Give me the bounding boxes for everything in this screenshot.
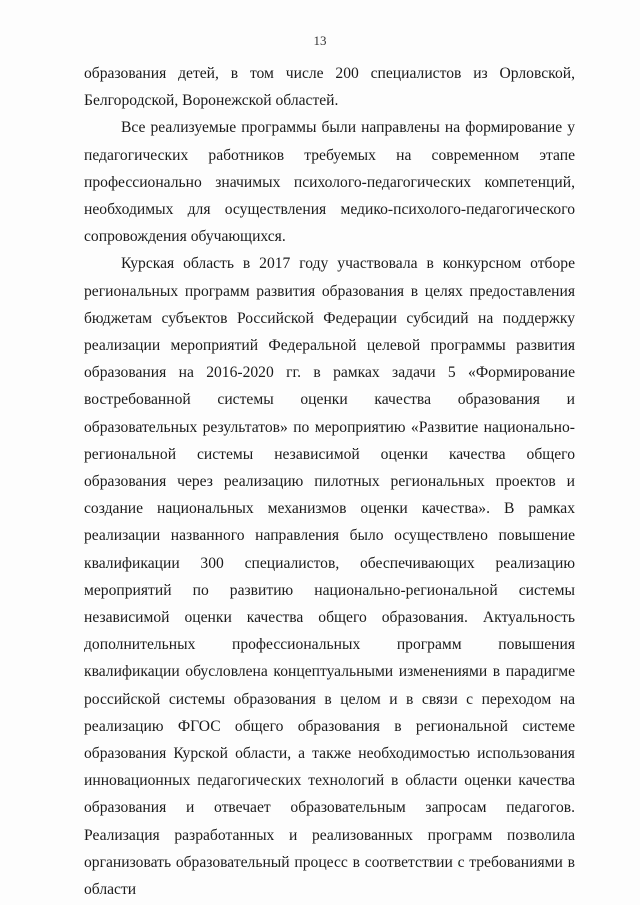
- paragraph-continuation: образования детей, в том числе 200 специалистов из Орловской, Белгородской, Воронежской областей.: [84, 65, 575, 110]
- page-number: 13: [313, 33, 327, 48]
- paragraph-programs-goal: Все реализуемые программы были направлены на формирование у педагогических работников требуемых на современном этапе профессионально значимых психолого-педагогических компетенций, необходимых для осуществления медико-психолого-педагогического сопровождения обучающихся.: [84, 119, 575, 246]
- document-body: [84, 60, 575, 903]
- paragraph-kursk-region: Курская область в 2017 году участвовала в конкурсном отборе региональных программ развития образования в целях предоставления бюджетам субъектов Российской Федерации субсидий на поддержку реализации мероприятий Федеральной целевой программы развития образования на 2016-2020 гг. в рамках задачи 5 «Формирование востребованной системы оценки качества образования и образовательных результатов» по мероприятию «Развитие национально-региональной системы независимой оценки качества общего образования через реализацию пилотных региональных проектов и создание национальных механизмов оценки качества». В рамках реализации названного направления было осуществлено повышение квалификации 300 специалистов, обеспечивающих реализацию мероприятий по развитию национально-региональной системы независимой оценки качества общего образования. Актуальность дополнительных профессиональных программ повышения квалификации обусловлена концептуальными изменениями в парадигме российской системы образования в целом и в связи с переходом на реализацию ФГОС общего образования в региональной системе образования Курской области, а также необходимостью использования инновационных педагогических технологий в области оценки качества образования и отвечает образовательным запросам педагогов. Реализация разработанных и реализованных программ позволила организовать образовательный процесс в соответствии с требованиями в области: [84, 255, 575, 899]
